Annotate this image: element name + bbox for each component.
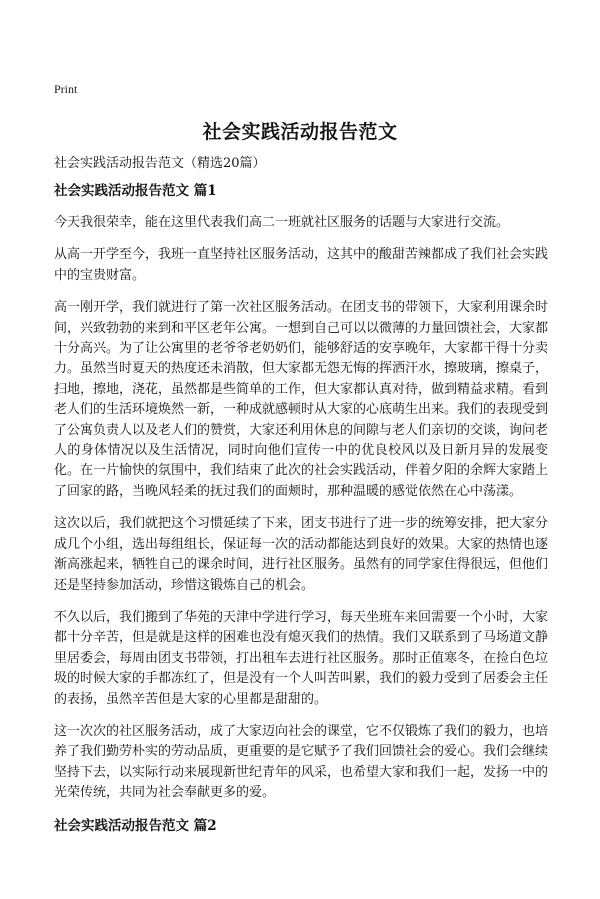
- paragraph: 高一刚开学，我们就进行了第一次社区服务活动。在团支书的带领下，大家利用课余时间，兴致勃勃的来到和平区老年公寓。一想到自己可以以微薄的力量回馈社会，大家都十分高兴。为了让公寓里的老爷爷老奶奶们，能够舒适的安享晚年，大家都干得十分卖力。虽然当时夏天的热度还未消散，但大家都无怨无悔的挥洒汗水，擦玻璃，擦桌子，扫地，擦地，浇花，虽然都是些简单的工作，但大家都认真对待，做到精益求精。看到老人们的生活环境焕然一新，一种成就感顿时从大家的心底萌生出来。我们的表现受到了公寓负责人以及老人们的赞赏，大家还利用休息的间隙与老人们亲切的交谈，询问老人的身体情况以及生活情况，同时向他们宣传一中的优良校风以及日新月异的发展变化。在一片愉快的氛围中，我们结束了此次的社会实践活动，伴着夕阳的余辉大家踏上了回家的路，当晚风轻柔的抚过我们的面颊时，那种温暖的感觉依然在心中荡漾。: [54, 300, 549, 499]
- section-heading-2: 社会实践活动报告范文 篇2: [54, 817, 217, 834]
- page-title: 社会实践活动报告范文: [202, 121, 398, 143]
- print-link[interactable]: Print: [54, 82, 78, 96]
- paragraph: 这次以后，我们就把这个习惯延续了下来，团支书进行了进一步的统筹安排，把大家分成几个小组，选出每组组长，保证每一次的活动都能达到良好的效果。大家的热情也逐渐高涨起来，牺牲自己的课余时间，进行社区服务。虽然有的同学家住得很远，但他们还是坚持参加活动，珍惜这锻炼自己的机会。: [54, 516, 549, 593]
- document-body: [54, 181, 548, 848]
- document-subtitle: 社会实践活动报告范文（精选20篇）: [54, 156, 266, 171]
- section-heading-1: 社会实践活动报告范文 篇1: [54, 183, 217, 199]
- paragraph: 今天我很荣幸，能在这里代表我们高二一班就社区服务的话题与大家进行交流。: [54, 215, 510, 230]
- paragraph: 不久以后，我们搬到了华苑的天津中学进行学习，每天坐班车来回需要一个小时，大家都十分辛苦，但是就是这样的困难也没有熄灭我们的热情。我们又联系到了马场道文静里居委会，每周由团支书带领，打出租车去进行社区服务。那时正值寒冬，在捡白色垃圾的时候大家的手都冻红了，但是没有一个人叫苦叫累，我们的毅力受到了居委会主任的表扬，虽然辛苦但是大家的心里都是甜甜的。: [54, 609, 549, 707]
- paragraph: 从高一开学至今，我班一直坚持社区服务活动，这其中的酸甜苦辣都成了我们社会实践中的宝贵财富。: [54, 247, 549, 283]
- paragraph: 这一次次的社区服务活动，成了大家迈向社会的课堂，它不仅锻炼了我们的毅力，也培养了我们勤劳朴实的劳动品质，更重要的是它赋予了我们回馈社会的爱心。我们会继续坚持下去，以实际行动来展现新世纪青年的风采，也希望大家和我们一起，发扬一中的光荣传统，共同为社会奉献更多的爱。: [54, 723, 549, 801]
